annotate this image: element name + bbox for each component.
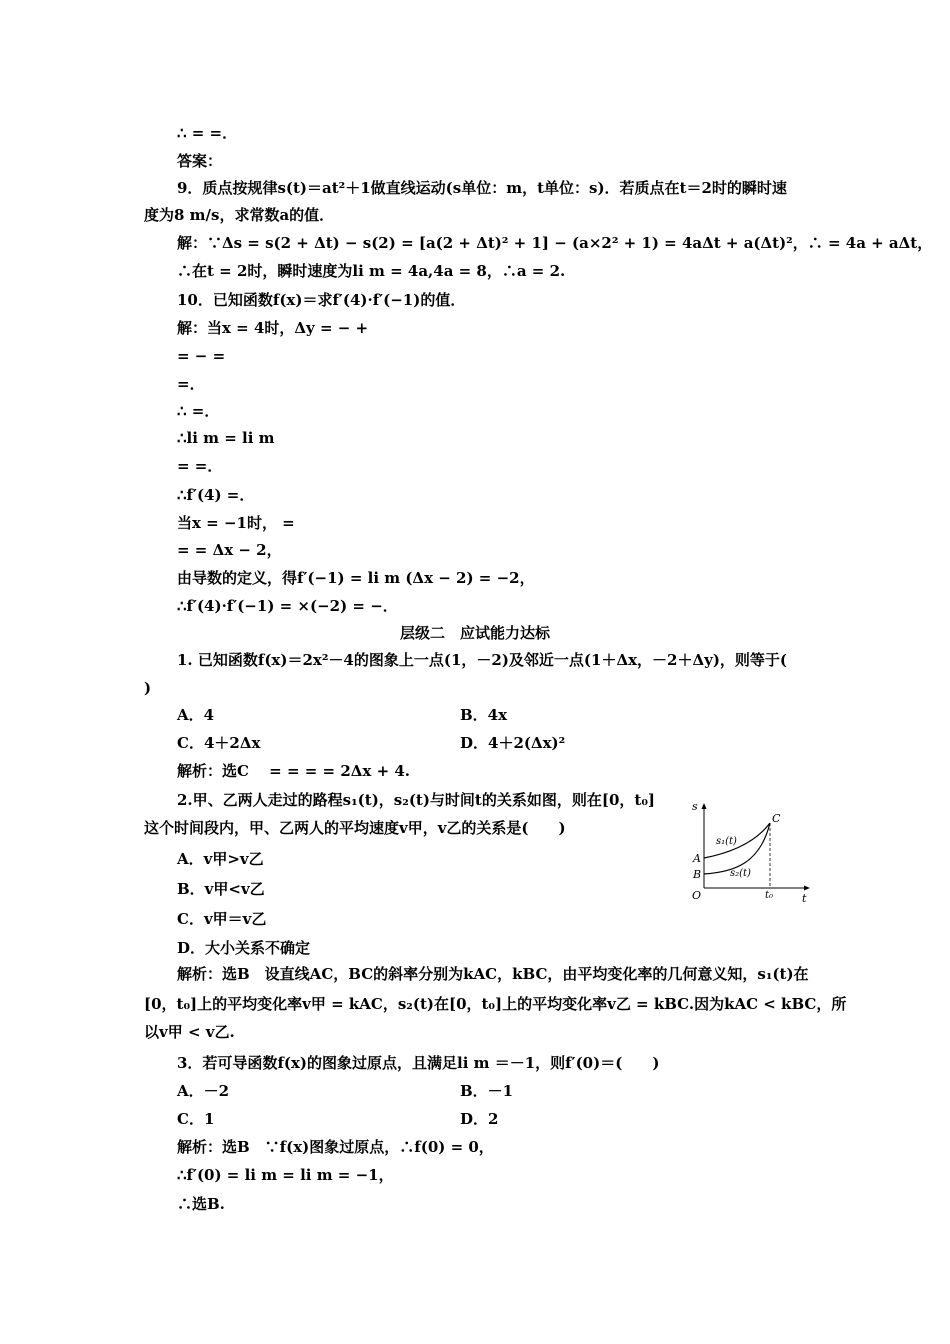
text-line: ∴ = =． [177,124,238,142]
text-line: ∴在t = 2时，瞬时速度为li m = 4a,4a = 8，∴a = 2. [177,262,566,280]
text-line: 解：∵Δs = s(2 + Δt) − s(2) = [a(2 + Δt)² + 1] − (a×2² + 1) = 4aΔt + a(Δt)²，∴ = 4a + aΔt， [177,234,933,252]
text-line: 3．若可导函数f(x)的图象过原点，且满足li m ＝－1，则f′(0)＝( ) [177,1054,660,1072]
text-line: 解析：选B 设直线AC，BC的斜率分别为kAC，kBC，由平均变化率的几何意义知，s₁(t)在 [177,965,809,983]
text-line: B．v甲<v乙 [177,880,265,898]
text-line: 度为8 m/s，求常数a的值． [144,206,335,224]
s1-curve [704,823,770,858]
t-axis-arrow [804,886,810,891]
text-line: [0，t₀]上的平均变化率v甲 = kAC，s₂(t)在[0，t₀]上的平均变化率v乙 = kBC.因为kAC < kBC，所 [144,995,847,1013]
point-a-label: A [693,852,701,865]
text-line: 由导数的定义，得f′(−1) = li m (Δx − 2) = −2， [177,569,535,587]
text-line: 解：当x = 4时，Δy = − + [177,319,369,337]
t-axis-label: t [802,892,807,904]
text-line: 答案： [177,152,223,170]
text-line: A．4 [177,706,215,724]
s-axis-arrow [702,803,707,809]
text-line: A．v甲>v乙 [177,850,264,868]
text-line: ∴ =． [177,402,220,420]
point-b-label: B [693,868,702,881]
text-line: D．2 [460,1110,499,1128]
t0-label: t₀ [765,890,774,901]
text-line: = = Δx − 2， [177,541,282,559]
text-line: A．－2 [177,1082,230,1100]
text-line: 1. 已知函数f(x)＝2x²－4的图象上一点(1，－2)及邻近一点(1＋Δx，－2＋Δy)，则等于( [177,651,788,669]
text-line: = =． [177,457,223,475]
s2-curve-label: s₂(t) [730,868,751,879]
text-line: ∴f′(4)·f′(−1) = ×(−2) = −． [177,597,398,615]
text-line: =． [177,375,205,393]
text-line: ) [144,679,152,697]
text-line: ∴li m = li m [177,429,275,447]
s1-curve-label: s₁(t) [716,836,737,847]
text-line: 以v甲 < v乙. [144,1023,235,1041]
text-line: B．4x [460,706,508,724]
distance-time-graph [690,798,815,904]
text-line: 解析：选C = = = = 2Δx + 4. [177,762,411,780]
s-axis-label: s [692,800,698,813]
text-line: 解析：选B ∵f(x)图象过原点，∴f(0) = 0， [177,1138,494,1156]
origin-label: O [692,889,702,902]
text-line: 9．质点按规律s(t)＝at²＋1做直线运动(s单位：m，t单位：s)．若质点在t＝2时的瞬时速 [177,179,787,197]
text-line: D．4＋2(Δx)² [460,734,566,752]
text-line: 层级二 应试能力达标 [399,624,550,642]
text-line: ∴f′(4) =． [177,486,255,504]
text-line: B．－1 [460,1082,514,1100]
text-line: C．1 [177,1110,215,1128]
text-line: ∴f′(0) = li m = li m = −1， [177,1166,394,1184]
text-line: ∴选B. [177,1195,225,1213]
text-line: 这个时间段内，甲、乙两人的平均速度v甲，v乙的关系是( ) [144,819,566,837]
text-line: C．4＋2Δx [177,734,261,752]
text-line: = − = [177,347,226,365]
text-line: C．v甲＝v乙 [177,910,267,928]
text-line: D．大小关系不确定 [177,939,311,957]
point-c-label: C [772,812,781,825]
text-line: 当x = −1时， = [177,514,295,532]
text-line: 10．已知函数f(x)＝求f′(4)·f′(−1)的值． [177,291,466,309]
text-line: 2.甲、乙两人走过的路程s₁(t)，s₂(t)与时间t的关系如图，则在[0，t₀] [177,791,655,809]
